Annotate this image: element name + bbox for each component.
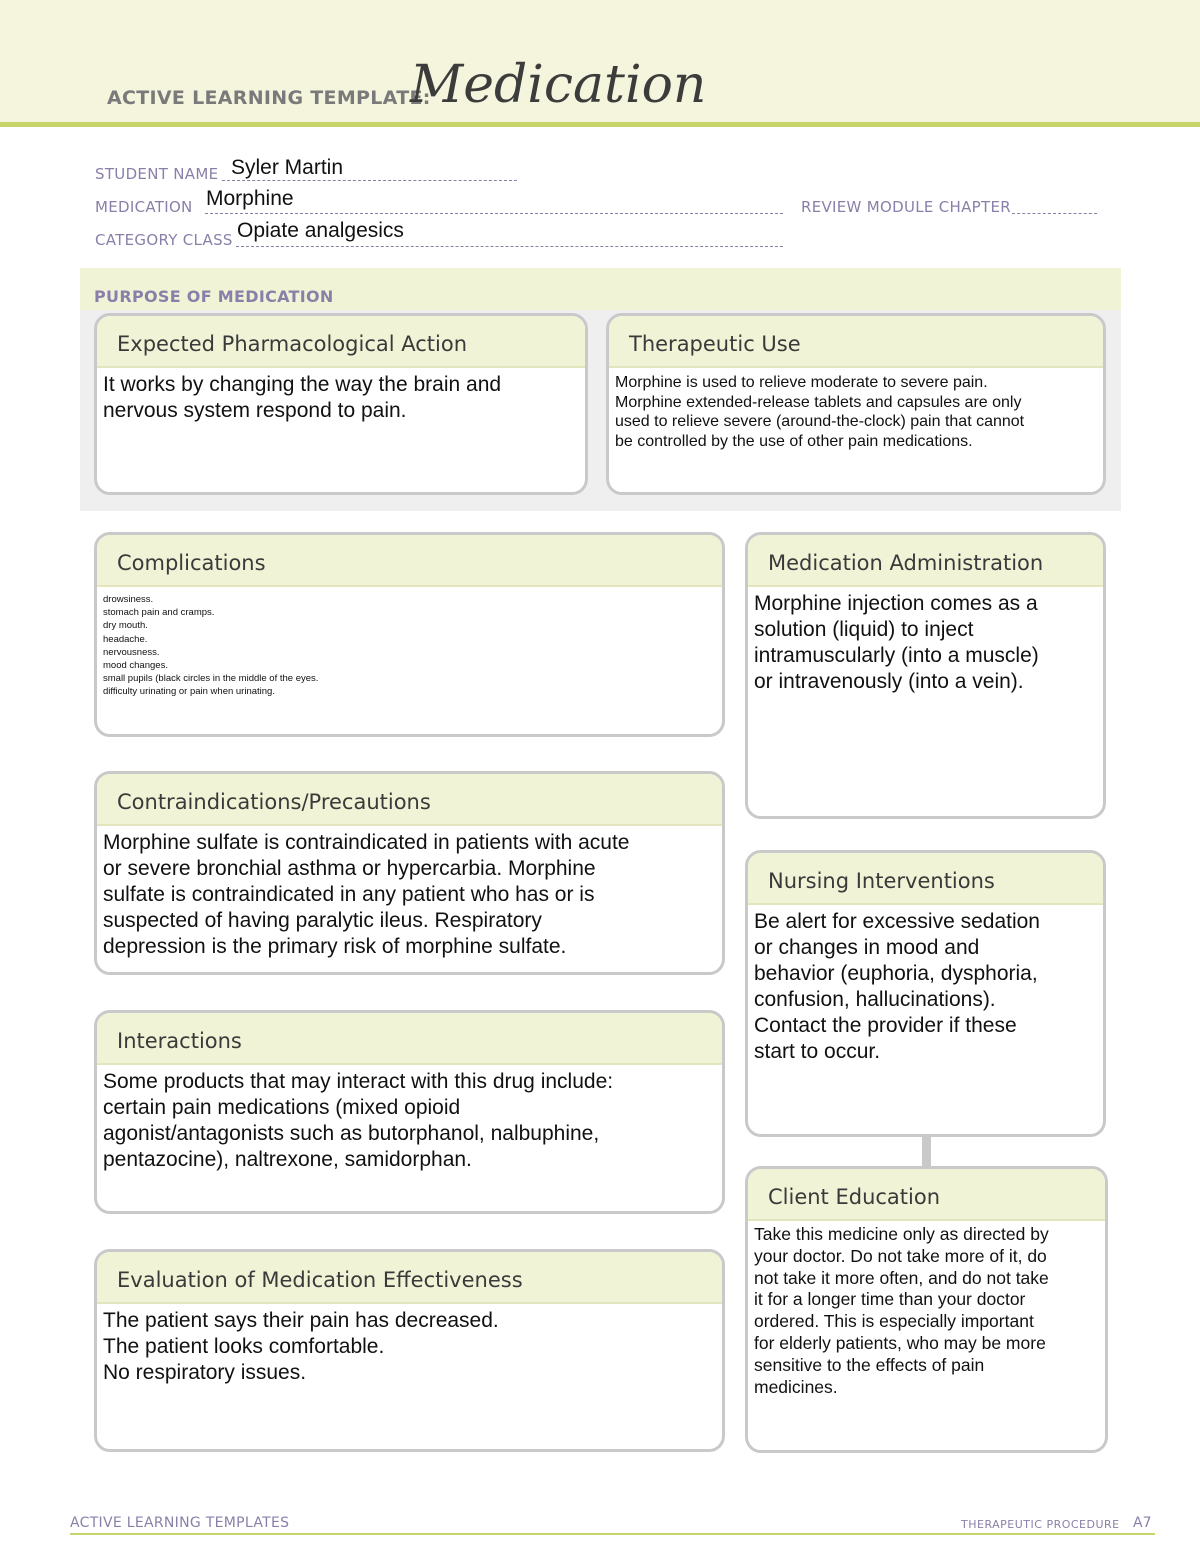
therapeutic-use-body[interactable] <box>609 368 1103 451</box>
text-line: small pupils (black circles in the middle of the eyes. <box>103 673 319 685</box>
text-line: drowsiness. <box>103 594 154 605</box>
footer-right: THERAPEUTIC PROCEDURE <box>961 1518 1120 1531</box>
administration-heading: Medication Administration <box>748 535 1103 587</box>
footer-left: ACTIVE LEARNING TEMPLATES <box>70 1515 290 1531</box>
text-line: nervousness. <box>103 646 160 658</box>
text-line: not take it more often, and do not take <box>754 1267 1049 1288</box>
connector-bar <box>922 1137 931 1167</box>
administration-body[interactable] <box>748 587 1103 695</box>
administration-box <box>745 532 1106 819</box>
text-line: or severe bronchial asthma or hypercarbia. Morphine <box>103 857 596 880</box>
text-line: Take this medicine only as directed by <box>754 1224 1049 1244</box>
header-rule <box>0 122 1200 127</box>
text-line: mood changes. <box>103 660 168 672</box>
medication-value[interactable]: Morphine <box>206 187 294 210</box>
expected-action-body[interactable] <box>97 368 585 424</box>
text-line: Be alert for excessive sedation <box>754 910 1040 933</box>
medication-line <box>205 213 783 214</box>
text-line: intramuscularly (into a muscle) <box>754 644 1039 667</box>
page-number: A7 <box>1133 1515 1152 1531</box>
nursing-box <box>745 850 1106 1137</box>
text-line: solution (liquid) to inject <box>754 618 974 641</box>
text-line: nervous system respond to pain. <box>103 399 407 422</box>
text-line: Morphine injection comes as a <box>754 592 1038 615</box>
student-name-line <box>222 180 517 181</box>
page-title: Medication <box>410 55 707 115</box>
text-line: Morphine sulfate is contraindicated in patients with acute <box>103 831 630 854</box>
text-line: difficulty urinating or pain when urinating. <box>103 686 275 698</box>
text-line: or intravenously (into a vein). <box>754 670 1024 693</box>
therapeutic-use-box <box>606 313 1106 495</box>
nursing-heading: Nursing Interventions <box>748 853 1103 905</box>
complications-heading: Complications <box>97 535 722 587</box>
text-line: suspected of having paralytic ileus. Respiratory <box>103 909 542 932</box>
student-name-value[interactable]: Syler Martin <box>231 156 344 179</box>
text-line: The patient says their pain has decreased. <box>103 1309 499 1332</box>
education-box <box>745 1166 1108 1453</box>
text-line: pentazocine), naltrexone, samidorphan. <box>103 1148 472 1171</box>
text-line: for elderly patients, who may be more <box>754 1332 1046 1353</box>
text-line: sulfate is contraindicated in any patient who has or is <box>103 883 595 906</box>
nursing-body[interactable] <box>748 905 1103 1065</box>
text-line: medicines. <box>754 1376 838 1397</box>
text-line: or changes in mood and <box>754 936 980 959</box>
text-line: stomach pain and cramps. <box>103 607 215 619</box>
footer-rule <box>70 1533 1155 1535</box>
education-heading: Client Education <box>748 1169 1105 1221</box>
review-module-line <box>1012 213 1097 214</box>
text-line: sensitive to the effects of pain <box>754 1354 985 1375</box>
medication-label: MEDICATION <box>95 198 193 216</box>
evaluation-heading: Evaluation of Medication Effectiveness <box>97 1252 722 1304</box>
interactions-box <box>94 1010 725 1214</box>
education-body[interactable] <box>748 1221 1105 1398</box>
text-line: Morphine is used to relieve moderate to severe pain. <box>615 374 988 391</box>
text-line: No respiratory issues. <box>103 1361 307 1384</box>
text-line: dry mouth. <box>103 620 148 632</box>
text-line: be controlled by the use of other pain medications. <box>615 432 973 450</box>
expected-action-box <box>94 313 588 495</box>
text-line: Morphine extended-release tablets and capsules are only <box>615 393 1022 411</box>
complications-body[interactable] <box>97 587 722 699</box>
contraindications-box <box>94 771 725 975</box>
text-line: depression is the primary risk of morphine sulfate. <box>103 935 567 958</box>
review-module-label: REVIEW MODULE CHAPTER <box>801 198 1011 216</box>
contraindications-body[interactable] <box>97 826 722 960</box>
purpose-title: PURPOSE OF MEDICATION <box>94 287 334 306</box>
text-line: behavior (euphoria, dysphoria, <box>754 962 1038 985</box>
text-line: start to occur. <box>754 1040 881 1063</box>
expected-action-heading: Expected Pharmacological Action <box>97 316 585 368</box>
text-line: used to relieve severe (around-the-clock) pain that cannot <box>615 413 1025 430</box>
text-line: it for a longer time than your doctor <box>754 1289 1026 1310</box>
text-line: headache. <box>103 633 148 645</box>
text-line: agonist/antagonists such as butorphanol, nalbuphine, <box>103 1122 600 1145</box>
template-label: ACTIVE LEARNING TEMPLATE: <box>107 87 431 109</box>
text-line: It works by changing the way the brain and <box>103 373 502 396</box>
category-class-line <box>236 246 783 247</box>
text-line: The patient looks comfortable. <box>103 1335 385 1358</box>
category-class-label: CATEGORY CLASS <box>95 231 233 249</box>
category-class-value[interactable]: Opiate analgesics <box>237 219 404 242</box>
complications-box <box>94 532 725 737</box>
text-line: your doctor. Do not take more of it, do <box>754 1245 1047 1266</box>
evaluation-box <box>94 1249 725 1452</box>
text-line: Some products that may interact with this drug include: <box>103 1070 614 1093</box>
evaluation-body[interactable] <box>97 1304 722 1386</box>
text-line: confusion, hallucinations). <box>754 988 996 1011</box>
text-line: certain pain medications (mixed opioid <box>103 1096 461 1119</box>
contraindications-heading: Contraindications/Precautions <box>97 774 722 826</box>
text-line: Contact the provider if these <box>754 1014 1017 1037</box>
student-name-label: STUDENT NAME <box>95 165 219 183</box>
text-line: ordered. This is especially important <box>754 1311 1034 1332</box>
interactions-body[interactable] <box>97 1065 722 1173</box>
therapeutic-use-heading: Therapeutic Use <box>609 316 1103 368</box>
interactions-heading: Interactions <box>97 1013 722 1065</box>
